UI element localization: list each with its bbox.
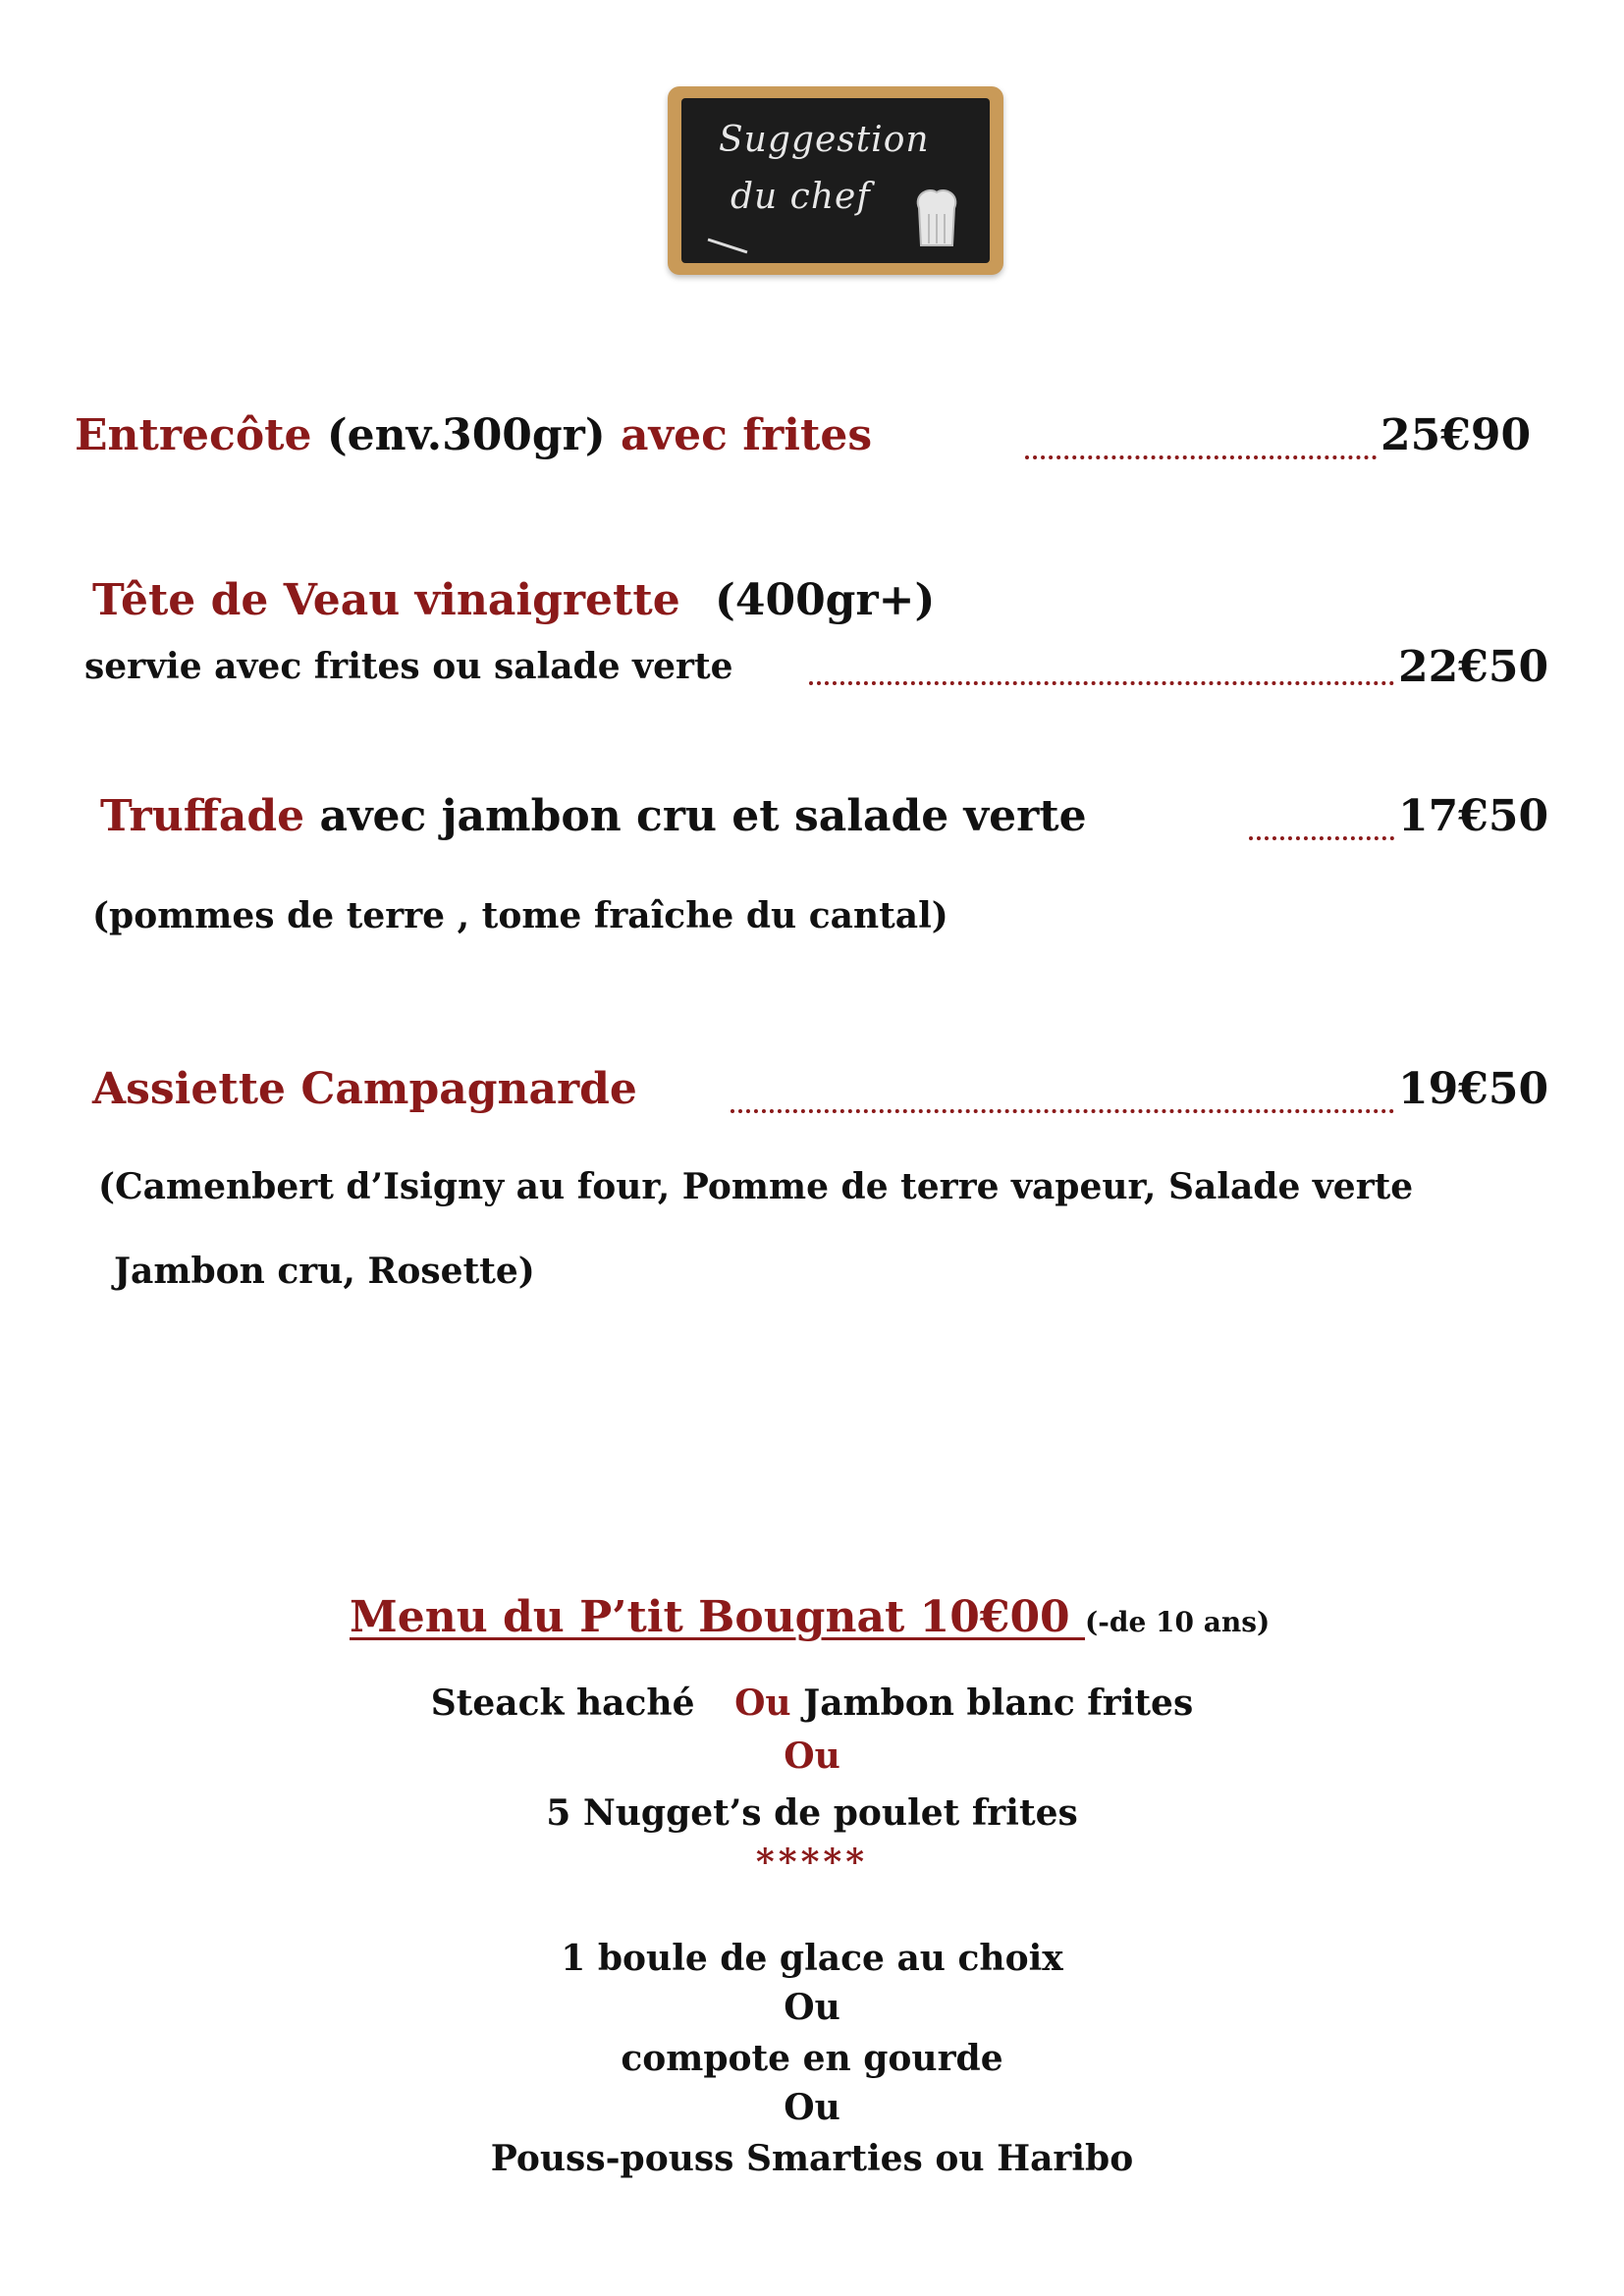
item-detail: avec jambon cru et salade verte: [319, 791, 1087, 841]
chef-hat-icon: [911, 185, 962, 253]
chalkboard: [681, 98, 990, 263]
item-note: (pommes de terre , tome fraîche du cantal): [92, 895, 948, 936]
chalk-stroke: [708, 239, 748, 254]
kids-main-line: [0, 1682, 1624, 1724]
item-name: Truffade: [100, 791, 305, 841]
kids-menu-heading: [350, 1592, 1270, 1642]
separator: *****: [755, 1842, 869, 1883]
item-note-line-2: Jambon cru, Rosette): [114, 1251, 535, 1292]
logo-line-2: du chef: [731, 177, 871, 217]
or-text: Ou: [784, 1987, 840, 2028]
item-extra: avec frites: [621, 410, 873, 460]
kids-menu-title: Menu du P’tit Bougnat 10€00: [350, 1592, 1085, 1642]
menu-item-assiette-campagnarde: [92, 1064, 637, 1114]
suggestion-du-chef-logo: [668, 86, 1003, 275]
dot-leader: [731, 1109, 1394, 1113]
item-detail: (400gr+): [715, 575, 936, 625]
dot-leader: [809, 681, 1394, 685]
menu-item-tete-de-veau: [92, 575, 935, 625]
item-name: Tête de Veau vinaigrette: [92, 575, 680, 625]
item-price: 25€90: [1380, 410, 1532, 460]
or-text: Ou: [784, 1735, 840, 1777]
item-name: Assiette Campagnarde: [92, 1064, 637, 1114]
kids-menu-age: (-de 10 ans): [1085, 1606, 1271, 1638]
item-note-line-1: (Camenbert d’Isigny au four, Pomme de terre vapeur, Salade verte: [98, 1166, 1414, 1207]
kids-main-b: Jambon blanc frites: [803, 1682, 1194, 1724]
logo-line-1: Suggestion: [719, 120, 930, 160]
or-text: Ou: [784, 2087, 840, 2128]
kids-dessert-a: 1 boule de glace au choix: [561, 1938, 1063, 1979]
item-price: 22€50: [1398, 642, 1549, 692]
item-price: 19€50: [1398, 1064, 1549, 1114]
kids-dessert-b: compote en gourde: [621, 2038, 1003, 2079]
or-text: Ou: [734, 1682, 791, 1724]
kids-dessert-c: Pouss-pouss Smarties ou Haribo: [490, 2138, 1134, 2179]
dot-leader: [1249, 836, 1394, 840]
item-name: Entrecôte: [75, 410, 312, 460]
menu-item-entrecote: [75, 410, 872, 460]
kids-main-c: 5 Nugget’s de poulet frites: [546, 1792, 1078, 1834]
kids-main-a: Steack haché: [430, 1682, 695, 1724]
dot-leader: [1025, 455, 1377, 459]
item-price: 17€50: [1398, 791, 1549, 841]
menu-item-truffade: [100, 791, 1087, 841]
item-detail: (env.300gr): [326, 410, 606, 460]
item-subline: servie avec frites ou salade verte: [84, 646, 733, 687]
